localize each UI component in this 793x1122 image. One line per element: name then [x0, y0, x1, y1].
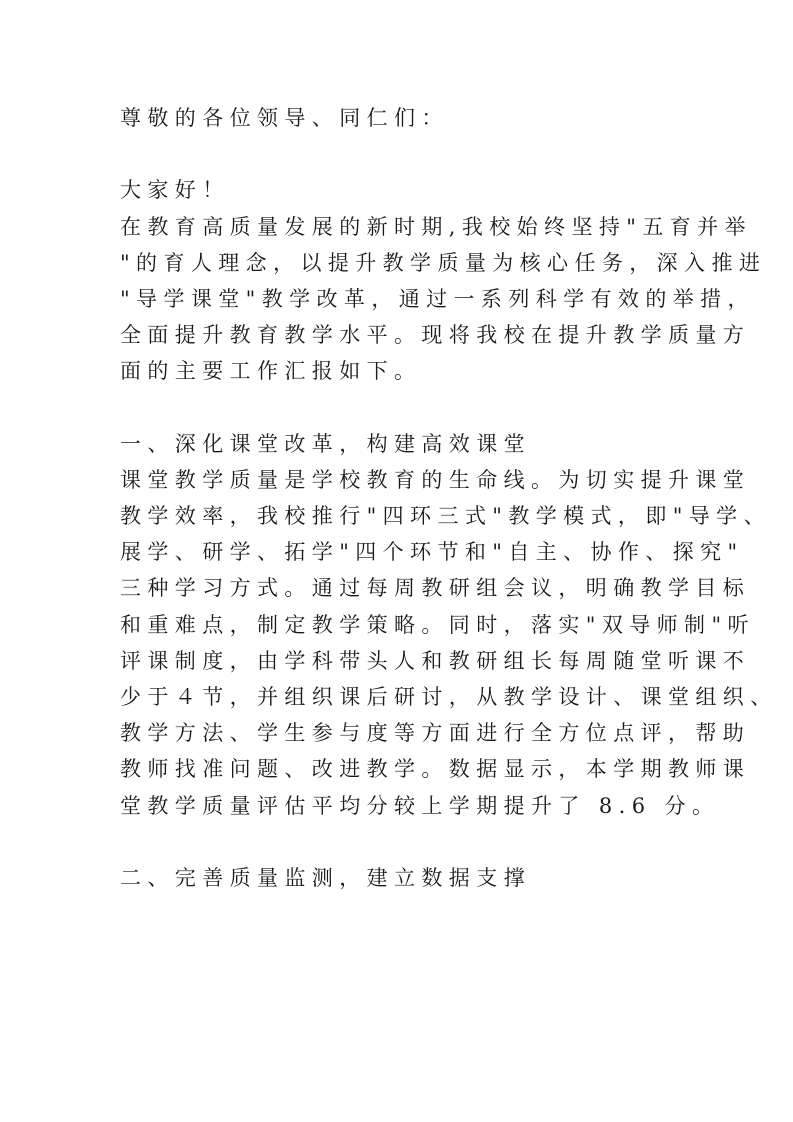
- paragraph-line: "的育人理念，以提升教学质量为核心任务，深入推进: [120, 250, 767, 275]
- paragraph-line: 和重难点，制定教学策略。同时，落实"双导师制"听: [120, 612, 755, 637]
- paragraph-line: 堂教学质量评估平均分较上学期提升了 8.6 分。: [120, 793, 720, 818]
- paragraph-line: 教师找准问题、改进教学。数据显示，本学期教师课: [120, 757, 751, 782]
- paragraph-line: 课堂教学质量是学校教育的生命线。为切实提升课堂: [120, 467, 751, 492]
- section-1: [120, 426, 778, 824]
- paragraph-line: 少于４节，并组织课后研讨，从教学设计、课堂组织、: [120, 685, 778, 709]
- paragraph-line: 展学、研学、拓学"四个环节和"自主、协作、探究": [120, 540, 744, 565]
- blank-line: [120, 390, 680, 426]
- paragraph-line: 评课制度，由学科带头人和教研组长每周随堂听课不: [120, 648, 751, 673]
- paragraph-line: 三种学习方式。通过每周教研组会议，明确教学目标: [120, 576, 751, 601]
- greeting: 大家好！: [120, 178, 230, 203]
- document-page: [120, 100, 778, 896]
- blank-line: [120, 136, 680, 172]
- paragraph-line: 在教育高质量发展的新时期,我校始终坚持"五育并举: [120, 214, 752, 239]
- paragraph-line: 教学方法、学生参与度等方面进行全方位点评，帮助: [120, 721, 751, 746]
- paragraph-line: "导学课堂"教学改革，通过一系列科学有效的举措，: [120, 286, 755, 311]
- paragraph-line: 面的主要工作汇报如下。: [120, 359, 422, 384]
- blank-line: [120, 824, 680, 860]
- section-2: [120, 860, 680, 896]
- salutation: 尊敬的各位领导、同仁们：: [120, 106, 449, 130]
- section-heading: 一、深化课堂改革，构建高效课堂: [120, 431, 531, 456]
- intro-paragraph: [120, 209, 767, 390]
- paragraph-line: 全面提升教育教学水平。现将我校在提升教学质量方: [120, 323, 751, 348]
- paragraph-line: 教学效率，我校推行"四环三式"教学模式，即"导学、: [120, 504, 771, 529]
- section-heading: 二、完善质量监测，建立数据支撑: [120, 865, 531, 890]
